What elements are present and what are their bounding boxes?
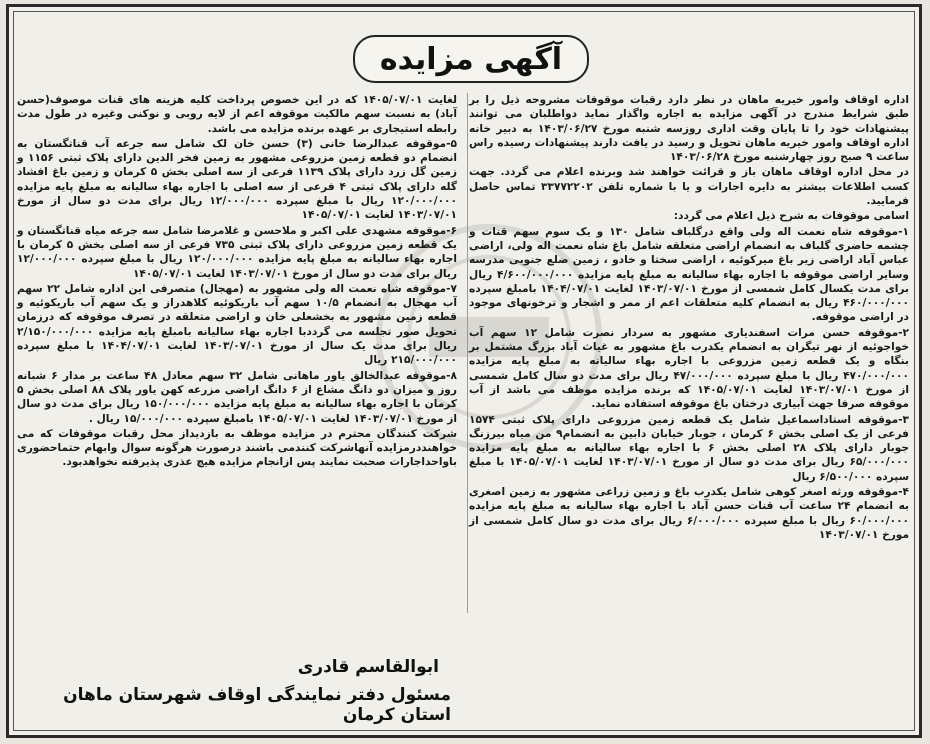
- paragraph: ۸-موقوفه عبدالخالق یاور ماهانی شامل ۳۲ سهم معادل ۴۸ ساعت بر مدار ۶ شبانه روز و میزان دو دانگ مشاع از ۶ دانگ اراضی مزرعه کهن یاور پلاک ۸۸ اصلی بخش ۵ کرمان با اجاره بهاء سالیانه به مبلغ پایه مزایده ۱۵۰/۰۰۰/۰۰۰ ریال برای مدت دو سال از مورخ ۱۴۰۳/۰۷/۰۱ لغایت ۱۴۰۵/۰۷/۰۱ بامبلغ سپرده ۱۵/۰۰۰/۰۰۰ ریال .: [17, 369, 458, 425]
- paragraph: در محل اداره اوقاف ماهان باز و قرائت خواهند شد وبرنده اعلام می گردد. جهت کسب اطلاعات بیشتر به دایره اجارات و یا با شماره تلفن ۳۳۷۷۲۲۰۲ تماس حاصل فرمایید.: [469, 166, 910, 208]
- column-divider: [467, 93, 468, 613]
- signatory-name: ابوالقاسم قادری: [297, 657, 439, 677]
- paragraph: اسامی موقوفات به شرح ذیل اعلام می گردد:: [673, 210, 909, 223]
- notice-title: آگهی مزایده: [379, 41, 563, 77]
- paragraph: ۲-موقوفه حسن مرات اسفندیاری مشهور به سردار نصرت شامل ۱۲ سهم آب خواجوئیه از نهر تیگران به انضمام یکدرب باغ مشهور به غیاث آباد بزرگ مشتمل بر بنگاه و یک قطعه زمین مزروعی با اجاره بهاء سالیانه به مبلغ پایه مزایده ۴۷۰/۰۰۰/۰۰۰ ریال با مبلغ سپرده ۴۷/۰۰۰/۰۰۰ ریال برای مدت دو سال کامل شمسی از مورخ ۱۴۰۳/۰۷/۰۱ لغایت ۱۴۰۵/۰۷/۰۱ که برنده مزایده موظف می باشد از آب موقوفه صرفا جهت آبیاری درختان باغ موقوفه استفاده نماید.: [469, 326, 909, 411]
- paragraph: شرکت کنندگان محترم در مزایده موظف به بازدیداز محل رقبات موقوفات که می خواهنددرمزایده آنهاشرکت کنندمی باشند درصورت هرگونه سوال وابهام حتماحضوری باواحداجارات صحبت نمایند پس ازانجام مزایده هیچ عذری پذیرفته نخواهدبود.: [17, 427, 457, 469]
- paragraph: ۱-موقوفه شاه نعمت اله ولی واقع درگلباف شامل ۱۳۰ و یک سوم سهم قنات و چشمه حاضری گلباف به انضمام اراضی متعلقه شامل باغ شاه نعمت اله ولی، اراضی عباس آباد اراضی زیر باغ میرکوئیه ، اراضی سختا و خادو ، زمین ضلع جنوبی مدرسه وسایر اراضی موقوفه با اجاره بهاء سالیانه به مبلغ پایه مزایده ۴/۶۰۰/۰۰۰/۰۰۰ ریال برای مدت یکسال کامل شمسی از مورخ ۱۴۰۳/۰۷/۰۱ لغایت ۱۴۰۴/۰۷/۰۱ بامبلغ سپرده ۴۶۰/۰۰۰/۰۰۰ ریال به انضمام کلیه متعلقات اعم از ممر و اشجار و ترخونهای موجود در اراضی موقوفه.: [469, 225, 910, 324]
- paragraph: لغایت ۱۴۰۵/۰۷/۰۱ که در این خصوص پرداخت کلیه هزینه های قنات موصوف(حسن آباد) به نسبت سهم مالکیت موقوفه اعم از لایه روبی و نوکنی وغیره در طول مدت رابطه استیجاری بر عهده برنده مزایده می باشد.: [17, 94, 457, 135]
- notice-sheet: [6, 4, 922, 738]
- paragraph: ۷-موقوفه شاه نعمت اله ولی مشهور به (مهجال) متصرفی این اداره شامل ۲۲ سهم آب مهجال به انضمام ۱۰/۵ سهم آب باریکوئیه کلاهدراز و یک سهم آب باریکوئیه و قطعه زمین مشهور به بخشعلی خان و اراضی متعلقه در تصرف موقوفه که درزمان تحویل صور تجلسه می گرددبا اجاره بهاء سالیانه بامبلغ پایه مزایده ۲/۱۵۰/۰۰۰/۰۰۰ ریال برای مدت یک سال از مورخ ۱۴۰۳/۰۷/۰۱ لغایت ۱۴۰۴/۰۷/۰۱ با مبلغ سپرده ۲۱۵/۰۰۰/۰۰۰ ریال: [17, 282, 457, 367]
- paragraph: ۳-موقوفه استاداسماعیل شامل یک قطعه زمین مزروعی دارای پلاک ثبتی ۱۵۷۴ فرعی از یک اصلی بخش ۶ کرمان ، جوبار خیابان دابین به انضمام۹ من میاه بیرزنگ جوبار دارای پلاک ۲۸ اصلی بخش ۶ با اجاره بهاء سالیانه به مبلغ پایه مزایده ۶۵/۰۰۰/۰۰۰ ریال برای مدت دو سال از مورخ ۱۴۰۳/۰۷/۰۱ لغایت ۱۴۰۵/۰۷/۰۱ با مبلغ سپرده ۶/۵۰۰/۰۰۰ ریال: [469, 413, 909, 483]
- signatory-title: مسئول دفتر نمایندگی اوقاف شهرستان ماهان استان کرمان: [63, 685, 451, 725]
- paragraph: ۵-موقوفه عبدالرضا خانی (۳) حسن خان لک شامل سه جرعه آب قناتگستان به انضمام دو قطعه زمین مزروعی مشهور به زمین فخر الدین دارای پلاک ثبتی ۱۱۵۶ و زمین گل زرد دارای پلاک ۱۱۳۹ فرعی از سه اصلی بخش ۵ کرمان و زمین باغ افشاد گله دارای پلاک ثبتی ۴ فرعی از سه اصلی با اجاره بهاء سالیانه به مبلغ پایه مزایده ۱۲۰/۰۰۰/۰۰۰ ریال با مبلغ سپرده ۱۲/۰۰۰/۰۰۰ ریال برای مدت دو سال از مورخ ۱۴۰۳/۰۷/۰۱ لغایت ۱۴۰۵/۰۷/۰۱: [17, 137, 457, 222]
- paragraph: ۴-موقوفه ورثه اصغر کوهی شامل یکدرب باغ و زمین زراعی مشهور به زمین اصغری به انضمام ۲۴ ساعت آب قنات حسن آباد با اجاره بهاء سالیانه به مبلغ پایه مزایده ۶۰/۰۰۰/۰۰۰ ریال با مبلغ سپرده ۶/۰۰۰/۰۰۰ ریال برای مدت دو سال کامل شمسی از مورخ ۱۴۰۳/۰۷/۰۱: [469, 486, 909, 541]
- signature-block: [21, 657, 451, 725]
- right-column: [469, 93, 909, 543]
- paragraph: ۶-موقوفه مشهدی علی اکبر و ملاحسن و غلامرضا شامل سه جرعه میاه قناتگستان و یک قطعه زمین مزروعی دارای پلاک ثبتی ۷۳۵ فرعی از سه اصلی بخش ۵ کرمان با اجاره بهاء سالیانه به مبلغ پایه مزایده ۱۲۰/۰۰۰/۰۰۰ ریال با مبلغ سپرده ۱۲/۰۰۰/۰۰۰ ریال برای مدت دو سال از مورخ ۱۴۰۳/۰۷/۰۱ لغایت ۱۴۰۵/۰۷/۰۱: [17, 224, 457, 280]
- left-column: [17, 93, 457, 471]
- title-banner: [353, 35, 589, 83]
- paragraph: اداره اوقاف وامور خیریه ماهان در نظر دارد رقبات موقوفات مشروحه ذیل را بر طبق شرایط مندرج در آگهی مزایده به اجاره واگذار نماید دواطلبان می توانند پیشنهادات خود را تا پایان وقت اداری روزسه شنبه مورخ ۱۴۰۳/۰۶/۲۷ به دبیر خانه اداره اوقاف وامور خیریه ماهان تحویل و رسید در یافت دارند پیشنهادات رسیده راس ساعت ۹ صبح روز چهارشنبه مورخ ۱۴۰۳/۰۶/۲۸: [469, 94, 910, 164]
